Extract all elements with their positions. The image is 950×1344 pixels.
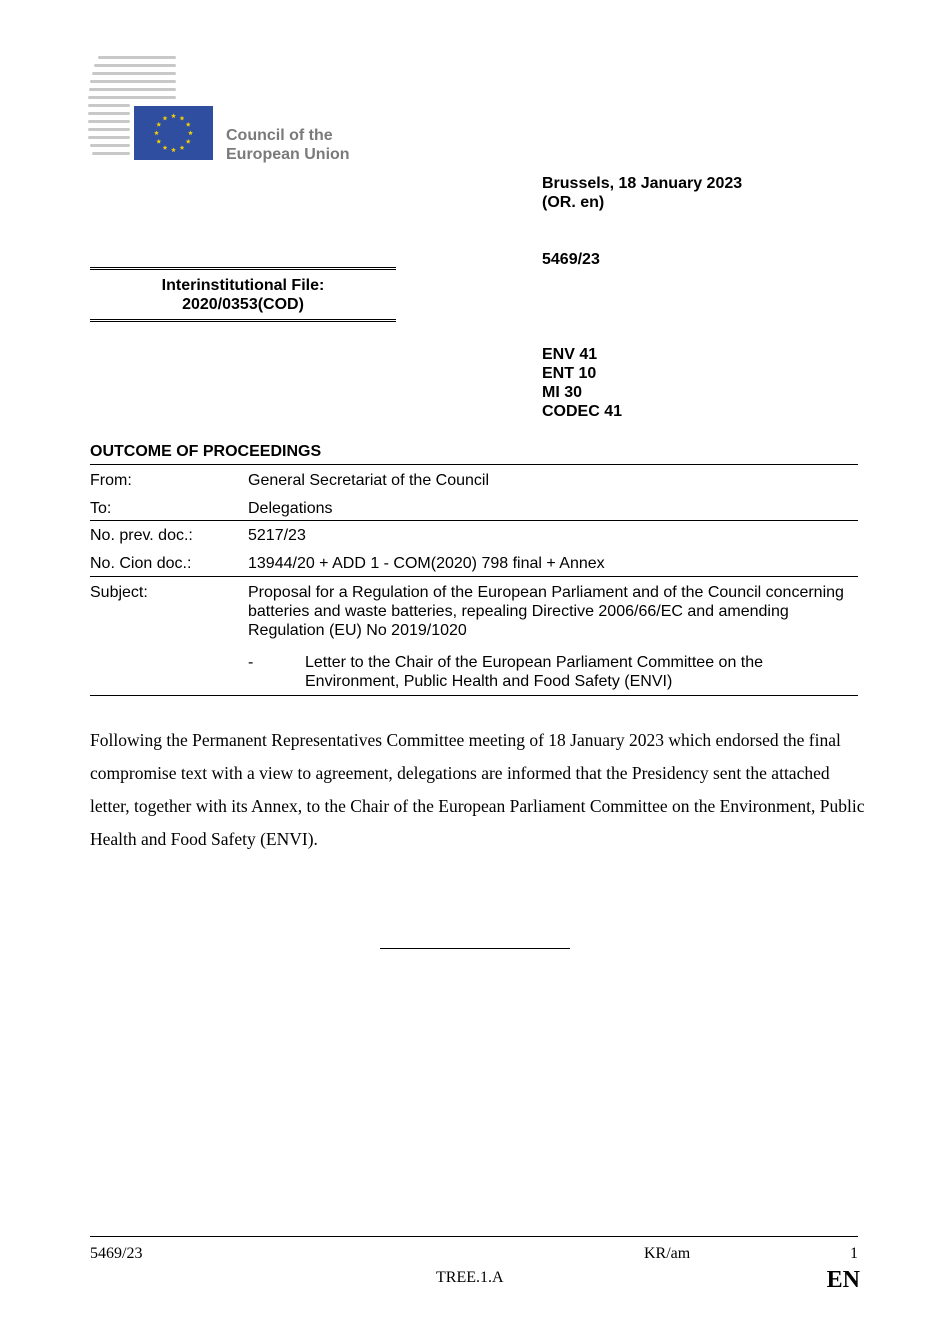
cion-doc-label: No. Cion doc.: (90, 555, 192, 572)
original-language: (OR. en) (542, 194, 605, 211)
code-item: ENT 10 (542, 365, 597, 382)
footer-rule (90, 1236, 858, 1237)
body-paragraph: Following the Permanent Representatives Committee meeting of 18 January 2023 which endorsed the final compromise text with a view to agreement, delegations are informed that the Presidency sent the attached letter, together with its Annex, to the Chair of the European Parliament Committee on the Environment, Public Health and Food Safety (ENVI). (90, 730, 865, 849)
prev-doc-label: No. prev. doc.: (90, 527, 193, 544)
interinstitutional-file (90, 276, 396, 314)
subject-item: Letter to the Chair of the European Parliament Committee on the Environment, Public Health and Food Safety (ENVI) (305, 654, 764, 690)
council-name-line1: Council of the (226, 127, 333, 144)
code-item: MI 30 (542, 384, 583, 401)
council-name-line2: European Union (226, 146, 350, 163)
document-number: 5469/23 (542, 251, 600, 268)
council-logo (88, 52, 218, 164)
table-rule (90, 464, 858, 465)
outcome-title: OUTCOME OF PROCEEDINGS (90, 443, 322, 460)
footer-initials: KR/am (644, 1245, 691, 1262)
prev-doc-value: 5217/23 (248, 527, 306, 544)
to-label: To: (90, 500, 112, 517)
subject-dash: - (248, 654, 254, 671)
double-rule-top (90, 267, 396, 270)
footer-doc-number: 5469/23 (90, 1245, 143, 1262)
footer-directorate: TREE.1.A (436, 1269, 504, 1286)
interinstitutional-file-box (90, 267, 396, 322)
interinstitutional-file-label: Interinstitutional File: (161, 277, 325, 294)
footer-language: EN (826, 1267, 860, 1293)
place-date: Brussels, 18 January 2023 (542, 175, 743, 192)
classification-codes (542, 345, 622, 421)
from-label: From: (90, 472, 132, 489)
double-rule-bottom (90, 319, 396, 322)
subject-value: Proposal for a Regulation of the European Parliament and of the Council concerning batteries and waste batteries, repealing Directive 2006/66/EC and amending Regulation (EU) No 2019/1020 (248, 584, 844, 639)
footer-page-number: 1 (850, 1245, 858, 1262)
to-value: Delegations (248, 500, 333, 517)
subject-label: Subject: (90, 584, 148, 601)
code-item: CODEC 41 (542, 403, 623, 420)
table-rule (90, 576, 858, 577)
interinstitutional-file-value: 2020/0353(COD) (182, 296, 304, 313)
code-item: ENV 41 (542, 346, 598, 363)
from-value: General Secretariat of the Council (248, 472, 490, 489)
end-of-text-rule (380, 948, 570, 949)
table-rule (90, 695, 858, 696)
cion-doc-value: 13944/20 + ADD 1 - COM(2020) 798 final + Annex (248, 555, 605, 572)
council-name (226, 126, 350, 164)
table-rule (90, 520, 858, 521)
